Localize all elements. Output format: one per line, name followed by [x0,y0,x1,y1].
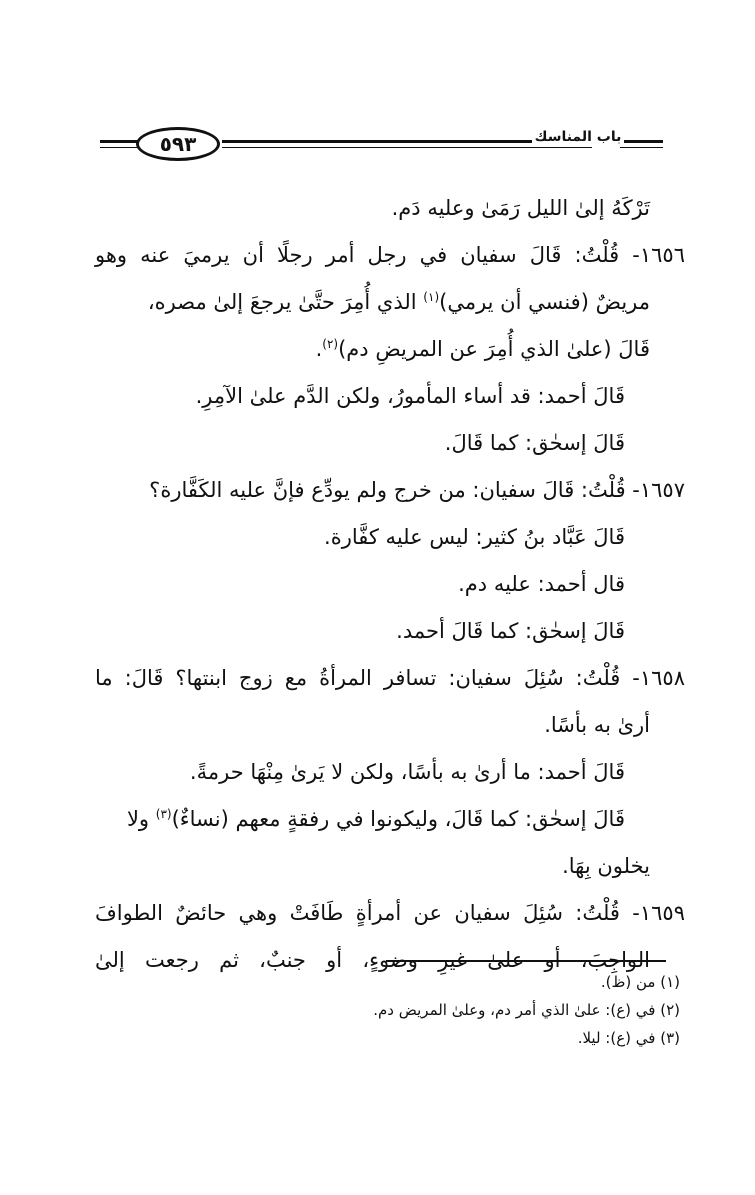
footnote-ref: (١) [423,290,440,304]
text-line: الواجِبَ، أو علىٰ غيرِ وضوءٍ، أو جنبٌ، ثم رجعت إلىٰ [95,948,650,972]
text-span: قَالَ (علىٰ الذي أُمِرَ عن المريضِ دم) [338,337,650,361]
text-line: قَالَ أحمد: قد أساء المأمورُ، ولكن الدَّم علىٰ الآمِرِ. [195,384,625,408]
footnote-ref: (٣) [155,807,172,821]
text-span: مريضٌ (فنسي أن يرمي) [439,290,650,314]
header-rule [100,147,138,148]
header-rule [620,147,663,148]
text-line [95,279,685,326]
text-line: قَالَ عَبَّاد بنُ كثير: ليس عليه كفَّارة. [324,525,625,549]
text-line [95,796,685,843]
footnotes [120,968,680,1052]
footnote-ref: (٢) [322,337,339,351]
text-line: ١٦٥٩- قُلْتُ: سُئِلَ سفيان عن أمرأةٍ طَافَتْ وهي حائضٌ الطوافَ [95,901,685,925]
footnote-divider [386,960,666,962]
page-header [100,125,663,167]
text-line: قال أحمد: عليه دم. [458,572,625,596]
text-line: ١٦٥٦- قُلْتُ: قَالَ سفيان في رجل أمر رجلًا أن يرميَ عنه وهو [95,243,685,267]
header-rule [100,140,138,143]
header-rule [620,140,663,143]
text-span: قَالَ إسحٰق: كما قَالَ، وليكونوا في رفقةٍ معهم (نساءٌ) [171,807,625,831]
text-line: يخلون بِهَا. [562,854,650,878]
header-rule [222,147,592,148]
chapter-title: باب المناسك [532,129,624,145]
text-line: ١٦٥٧- قُلْتُ: قَالَ سفيان: من خرج ولم يودِّع فإنَّ عليه الكَفَّارة؟ [149,478,685,502]
page-number: ٥٩٣ [136,127,220,161]
text-line: قَالَ إسحٰق: كما قَالَ. [444,431,625,455]
footnote-item: (٣) في (ع): ليلا. [577,1029,680,1047]
text-line: قَالَ أحمد: ما أرىٰ به بأسًا، ولكن لا يَرىٰ مِنْهَا حرمةً. [189,760,625,784]
text-line: أرىٰ به بأسًا. [544,713,650,737]
text-line [95,326,685,373]
footnote-item: (٢) في (ع): علىٰ الذي أمر دم، وعلىٰ المريض دم. [373,1001,680,1019]
text-line: قَالَ إسحٰق: كما قَالَ أحمد. [396,619,625,643]
text-span: ولا [126,807,156,831]
page-body [95,185,685,984]
footnote-item: (١) من (ظ). [600,973,680,991]
text-span: الذي أُمِرَ حتَّىٰ يرجعَ إلىٰ مصره، [147,290,424,314]
text-line: تَرْكَهُ إلىٰ الليل رَمَىٰ وعليه دَم. [391,196,650,220]
text-span: . [315,337,323,361]
text-line: ١٦٥٨- قُلْتُ: سُئِلَ سفيان: تسافر المرأةُ مع زوج ابنتها؟ قَالَ: ما [95,666,685,690]
